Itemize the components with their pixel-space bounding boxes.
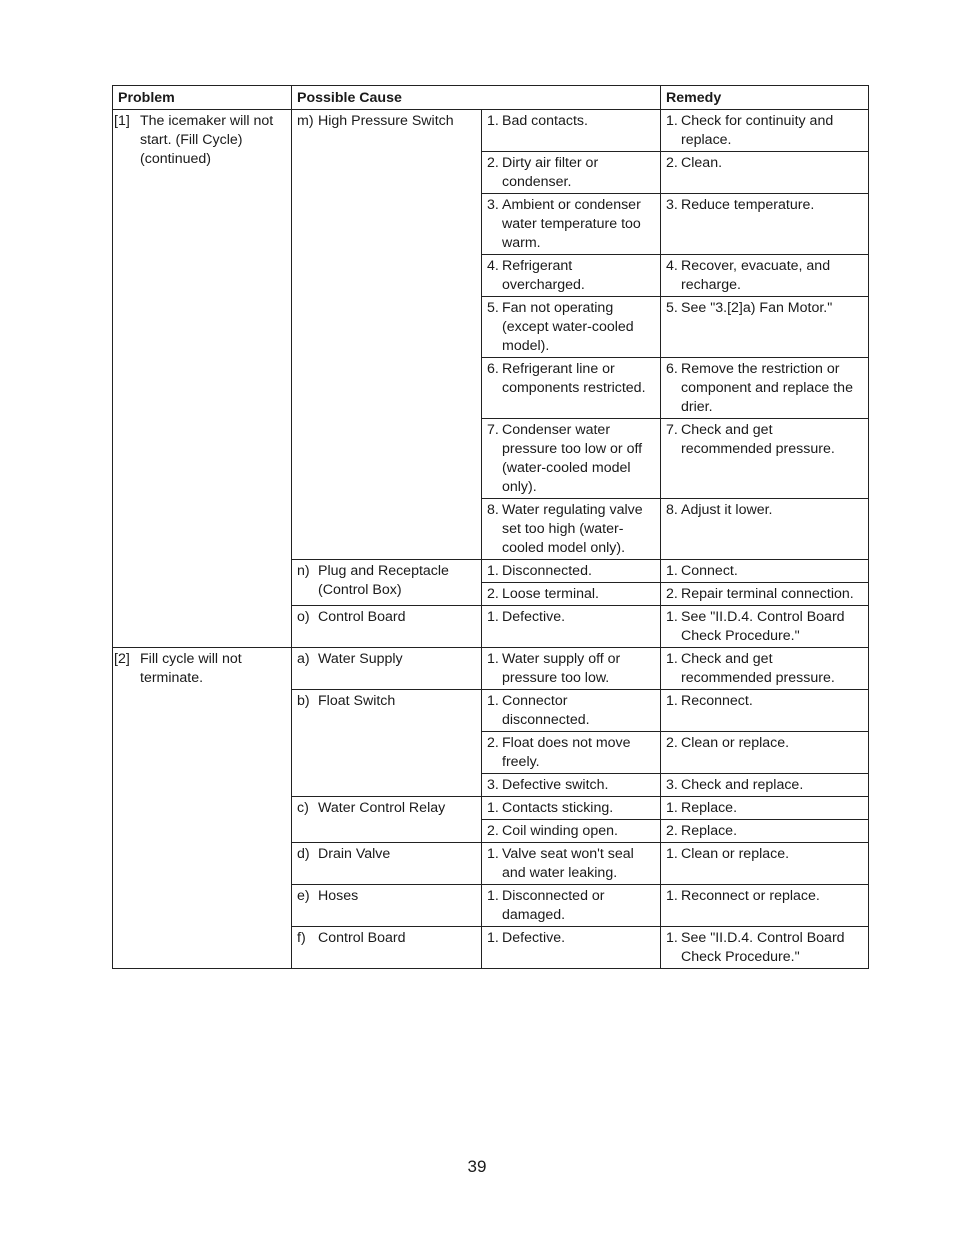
remedy-text: Replace. — [681, 823, 738, 839]
cause-letter: d) — [297, 846, 310, 862]
item-number: 2. — [487, 586, 499, 602]
cause-cell — [292, 797, 482, 843]
problem-cell — [113, 110, 292, 648]
remedy-text: Adjust it lower. — [681, 502, 773, 518]
remedy-text: Check and get recommended pressure. — [681, 651, 835, 686]
item-number: 7. — [487, 422, 499, 438]
cause-detail: Dirty air filter or condenser. — [502, 155, 599, 190]
page-number: 39 — [467, 1157, 487, 1176]
remedy-cell — [661, 419, 869, 499]
cause-detail: Refrigerant overcharged. — [502, 258, 585, 293]
cause-letter: c) — [297, 800, 309, 816]
cause-detail-cell — [482, 583, 661, 606]
cause-cell — [292, 843, 482, 885]
cause-detail: Float does not move freely. — [502, 735, 631, 770]
remedy-number: 7. — [666, 422, 678, 438]
cause-name: High Pressure Switch — [318, 113, 454, 129]
cause-cell — [292, 927, 482, 969]
remedy-cell — [661, 927, 869, 969]
remedy-cell — [661, 690, 869, 732]
cause-letter: a) — [297, 651, 310, 667]
remedy-text: Clean. — [681, 155, 723, 171]
cause-detail: Valve seat won't seal and water leaking. — [502, 846, 634, 881]
remedy-text: Reconnect. — [681, 693, 753, 709]
remedy-cell — [661, 797, 869, 820]
cause-detail: Connector disconnected. — [502, 693, 590, 728]
cause-letter: b) — [297, 693, 310, 709]
remedy-text: See "II.D.4. Control Board Check Procedure." — [681, 930, 845, 965]
item-number: 2. — [487, 735, 499, 751]
remedy-text: Check and get recommended pressure. — [681, 422, 835, 457]
cause-detail: Water supply off or pressure too low. — [502, 651, 621, 686]
item-number: 1. — [487, 693, 499, 709]
remedy-number: 1. — [666, 888, 678, 904]
remedy-number: 2. — [666, 823, 678, 839]
cause-name: Control Board — [318, 609, 406, 625]
remedy-text: Replace. — [681, 800, 738, 816]
cause-detail: Fan not operating (except water-cooled model). — [502, 300, 634, 354]
cause-detail: Defective. — [502, 609, 566, 625]
cause-detail: Bad contacts. — [502, 113, 588, 129]
remedy-cell — [661, 255, 869, 297]
remedy-number: 3. — [666, 777, 678, 793]
cause-detail-cell — [482, 297, 661, 358]
cause-detail-cell — [482, 797, 661, 820]
remedy-cell — [661, 110, 869, 152]
remedy-number: 1. — [666, 930, 678, 946]
remedy-text: Reconnect or replace. — [681, 888, 820, 904]
header-problem: Problem — [113, 86, 292, 110]
item-number: 3. — [487, 777, 499, 793]
remedy-text: Repair terminal connection. — [681, 586, 854, 602]
remedy-cell — [661, 152, 869, 194]
remedy-number: 1. — [666, 113, 678, 129]
item-number: 1. — [487, 800, 499, 816]
table-row — [113, 648, 869, 690]
remedy-number: 1. — [666, 693, 678, 709]
cause-detail-cell — [482, 606, 661, 648]
item-number: 6. — [487, 361, 499, 377]
remedy-text: Clean or replace. — [681, 735, 790, 751]
cause-name: Drain Valve — [318, 846, 391, 862]
cause-name: Float Switch — [318, 693, 396, 709]
remedy-cell — [661, 843, 869, 885]
table-body — [113, 110, 869, 969]
cause-cell — [292, 110, 482, 560]
cause-detail-cell — [482, 690, 661, 732]
remedy-text: See "3.[2]a) Fan Motor." — [681, 300, 833, 316]
remedy-number: 5. — [666, 300, 678, 316]
problem-label: The icemaker will not start. (Fill Cycle) (continued) — [140, 113, 274, 167]
cause-detail: Ambient or condenser water temperature too warm. — [502, 197, 641, 251]
item-number: 1. — [487, 651, 499, 667]
cause-detail: Condenser water pressure too low or off (water-cooled model only). — [502, 422, 643, 495]
table-row — [113, 110, 869, 152]
remedy-cell — [661, 820, 869, 843]
cause-cell — [292, 648, 482, 690]
problem-cell — [113, 648, 292, 969]
remedy-number: 4. — [666, 258, 678, 274]
cause-cell — [292, 606, 482, 648]
cause-detail-cell — [482, 110, 661, 152]
cause-detail: Defective switch. — [502, 777, 609, 793]
cause-detail: Disconnected. — [502, 563, 592, 579]
remedy-number: 3. — [666, 197, 678, 213]
remedy-cell — [661, 885, 869, 927]
remedy-number: 1. — [666, 800, 678, 816]
cause-cell — [292, 885, 482, 927]
cause-detail: Coil winding open. — [502, 823, 618, 839]
cause-letter: o) — [297, 609, 310, 625]
cause-detail-cell — [482, 774, 661, 797]
cause-detail-cell — [482, 885, 661, 927]
problem-label: Fill cycle will not terminate. — [140, 651, 242, 686]
remedy-cell — [661, 648, 869, 690]
remedy-number: 1. — [666, 563, 678, 579]
remedy-number: 2. — [666, 155, 678, 171]
remedy-number: 6. — [666, 361, 678, 377]
cause-detail-cell — [482, 560, 661, 583]
remedy-number: 8. — [666, 502, 678, 518]
remedy-text: Check for continuity and replace. — [681, 113, 834, 148]
cause-detail: Refrigerant line or components restricted. — [502, 361, 646, 396]
cause-detail-cell — [482, 648, 661, 690]
cause-letter: f) — [297, 930, 306, 946]
cause-detail-cell — [482, 358, 661, 419]
item-number: 1. — [487, 846, 499, 862]
cause-detail-cell — [482, 152, 661, 194]
remedy-cell — [661, 583, 869, 606]
remedy-text: Clean or replace. — [681, 846, 790, 862]
item-number: 4. — [487, 258, 499, 274]
remedy-text: Remove the restriction or component and replace the drier. — [681, 361, 853, 415]
cause-name: Hoses — [318, 888, 359, 904]
cause-detail: Water regulating valve set too high (water-cooled model only). — [502, 502, 643, 556]
cause-letter: n) — [297, 563, 310, 579]
cause-detail-cell — [482, 732, 661, 774]
item-number: 8. — [487, 502, 499, 518]
cause-name: Control Board — [318, 930, 406, 946]
item-number: 1. — [487, 609, 499, 625]
cause-detail-cell — [482, 419, 661, 499]
remedy-cell — [661, 606, 869, 648]
remedy-cell — [661, 560, 869, 583]
item-number: 2. — [487, 155, 499, 171]
remedy-cell — [661, 774, 869, 797]
remedy-number: 2. — [666, 586, 678, 602]
item-number: 1. — [487, 888, 499, 904]
table-header-row — [113, 86, 869, 110]
item-number: 5. — [487, 300, 499, 316]
remedy-text: Connect. — [681, 563, 738, 579]
problem-number: [1] — [114, 113, 130, 129]
item-number: 1. — [487, 563, 499, 579]
remedy-cell — [661, 732, 869, 774]
cause-letter: e) — [297, 888, 310, 904]
remedy-number: 1. — [666, 609, 678, 625]
remedy-cell — [661, 499, 869, 560]
cause-detail: Disconnected or damaged. — [502, 888, 605, 923]
cause-detail: Defective. — [502, 930, 566, 946]
remedy-text: See "II.D.4. Control Board Check Procedure." — [681, 609, 845, 644]
cause-name: Water Supply — [318, 651, 403, 667]
item-number: 1. — [487, 113, 499, 129]
remedy-number: 1. — [666, 651, 678, 667]
cause-letter: m) — [297, 113, 314, 129]
remedy-number: 2. — [666, 735, 678, 751]
cause-detail-cell — [482, 499, 661, 560]
remedy-number: 1. — [666, 846, 678, 862]
cause-detail: Loose terminal. — [502, 586, 599, 602]
item-number: 1. — [487, 930, 499, 946]
cause-detail-cell — [482, 194, 661, 255]
cause-cell — [292, 560, 482, 606]
item-number: 2. — [487, 823, 499, 839]
remedy-text: Recover, evacuate, and recharge. — [681, 258, 831, 293]
header-remedy: Remedy — [661, 86, 869, 110]
remedy-text: Check and replace. — [681, 777, 804, 793]
cause-detail-cell — [482, 927, 661, 969]
cause-detail: Contacts sticking. — [502, 800, 614, 816]
remedy-text: Reduce temperature. — [681, 197, 815, 213]
cause-detail-cell — [482, 255, 661, 297]
problem-number: [2] — [114, 651, 130, 667]
remedy-cell — [661, 358, 869, 419]
item-number: 3. — [487, 197, 499, 213]
remedy-cell — [661, 194, 869, 255]
cause-name: Water Control Relay — [318, 800, 446, 816]
cause-cell — [292, 690, 482, 797]
troubleshooting-table — [112, 85, 869, 969]
cause-detail-cell — [482, 820, 661, 843]
header-possible-cause: Possible Cause — [292, 86, 661, 110]
cause-detail-cell — [482, 843, 661, 885]
remedy-cell — [661, 297, 869, 358]
cause-name: Plug and Receptacle (Control Box) — [318, 563, 449, 598]
